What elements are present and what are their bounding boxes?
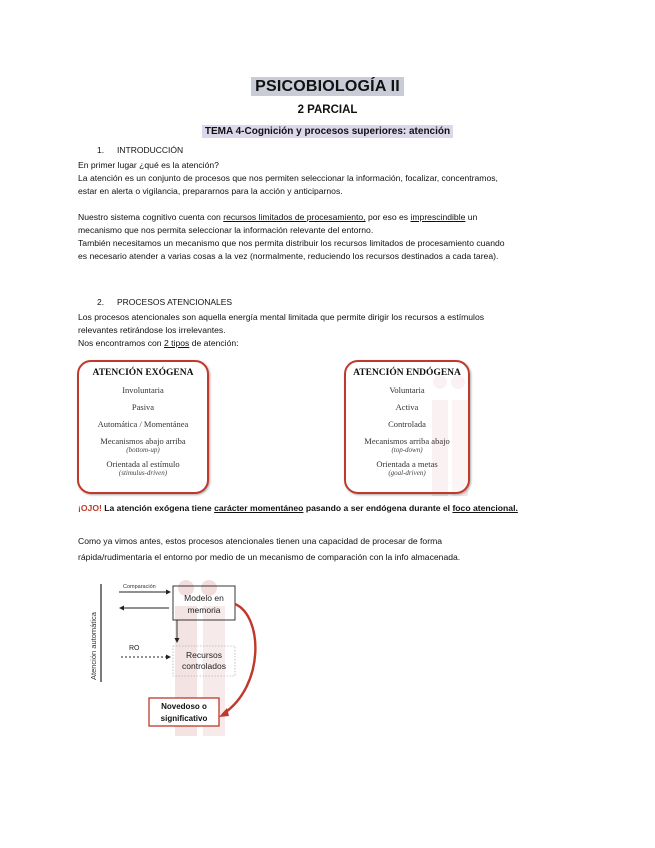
exogenous-item: Involuntaria — [122, 385, 164, 395]
exogenous-item: Automática / Momentánea — [97, 419, 189, 429]
endogenous-attention-box — [344, 360, 470, 494]
topic-heading: TEMA 4-Cognición y procesos superiores: atención — [0, 126, 655, 137]
ro-label: RO — [129, 645, 140, 652]
arrow-right-dotted-icon — [166, 655, 171, 660]
section-1-body: En primer lugar ¿qué es la atención? La atención es un conjunto de procesos que nos permiten seleccionar la información, focalizar, concentramos, estar en alerta o vigilancia, prepararnos para la acción y anticiparnos. Nuestro sistema cognitivo cuenta con recursos limitados de procesamiento, por eso es imprescindible un mecanismo que nos permita seleccionar la información relevante del entorno. También necesitamos un mecanismo que nos permita distribuir los recursos limitados de procesamiento cuando es necesario atender a varias cosas a la vez (normalmente, reduciendo los recursos destinados a cada tarea). — [78, 160, 505, 261]
resources-label-1: Recursos — [186, 650, 222, 660]
novel-label-1: Novedoso o — [161, 702, 207, 711]
endogenous-item: Orientada a metas — [376, 459, 438, 469]
endogenous-item: Voluntaria — [389, 385, 425, 395]
memory-model-label-1: Modelo en — [184, 593, 224, 603]
endogenous-item: Mecanismos arriba abajo — [364, 436, 450, 446]
section-2-heading: 2. PROCESOS ATENCIONALES — [97, 297, 233, 307]
section-2-body: Los procesos atencionales son aquella energía mental limitada que permite dirigir los recursos a estímulos relevantes retirándose los irrelevantes. Nos encontramos con 2 tipos de atención: — [78, 312, 485, 348]
arrow-right-icon — [166, 590, 171, 595]
memory-model-label-2: memoria — [187, 605, 221, 615]
section-1-heading: 1. INTRODUCCIÓN — [97, 145, 184, 155]
diagram-vertical-label: Atención automática — [89, 612, 98, 680]
exogenous-item: Orientada al estímulo — [106, 459, 180, 469]
exogenous-box-title: ATENCIÓN EXÓGENA — [92, 368, 194, 378]
exogenous-item: Pasiva — [131, 402, 155, 412]
endogenous-box-title: ATENCIÓN ENDÓGENA — [353, 368, 461, 378]
exogenous-attention-box — [77, 360, 209, 494]
exogenous-note: (stimulus-driven) — [118, 469, 168, 477]
endogenous-item: Activa — [395, 402, 419, 412]
exogenous-item: Mecanismos abajo arriba — [100, 436, 186, 446]
endogenous-item: Controlada — [388, 419, 426, 429]
red-curved-arrow — [223, 604, 255, 714]
attention-diagram — [85, 576, 285, 736]
document-subtitle: 2 PARCIAL — [297, 104, 358, 116]
document-title: PSICOBIOLOGÍA II — [0, 78, 655, 96]
section-3-body: Como ya vimos antes, estos procesos atencionales tienen una capacidad de procesar de forma rápida/rudimentaria el entorno por medio de un mecanismo de comparación con la info almacenada. — [78, 536, 461, 562]
resources-label-2: controlados — [182, 661, 226, 671]
endogenous-note: (goal-driven) — [388, 469, 426, 477]
novel-label-2: significativo — [160, 714, 208, 723]
exogenous-note: (bottom-up) — [126, 446, 160, 454]
ojo-note: ¡OJO! La atención exógena tiene carácter momentáneo pasando a ser endógena durante el foco atencional. — [78, 503, 518, 513]
arrow-left-icon — [119, 606, 124, 611]
comparison-label: Comparación — [123, 584, 156, 590]
endogenous-note: (top-down) — [391, 446, 423, 454]
